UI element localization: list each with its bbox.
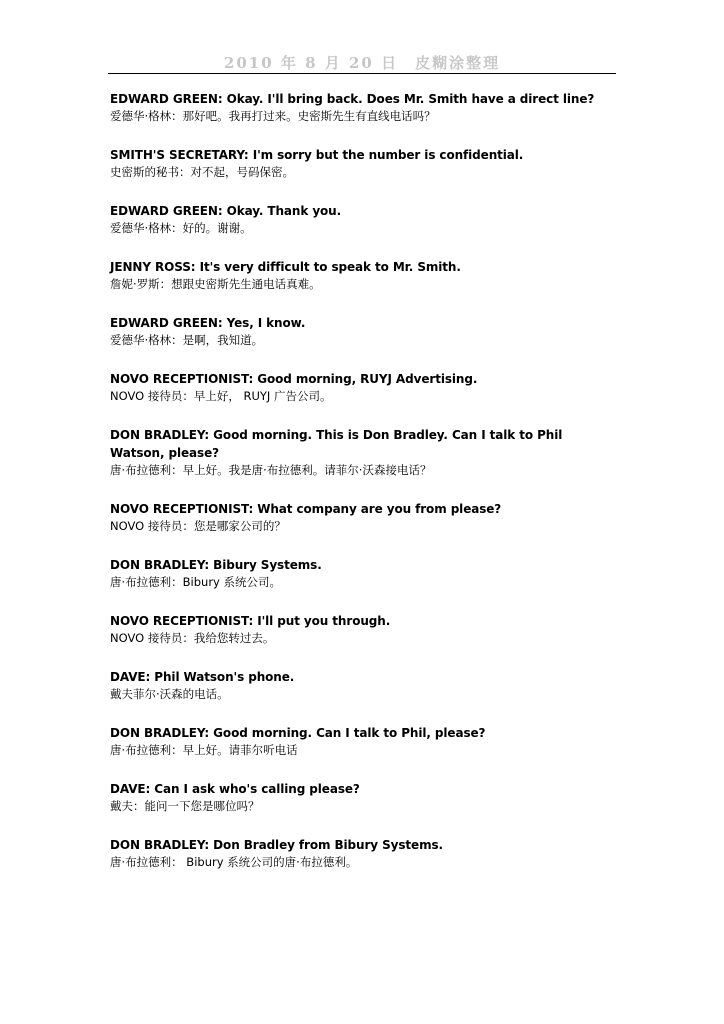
dialogue-entry xyxy=(110,426,620,479)
english-line: JENNY ROSS: It's very difficult to speak to Mr. Smith. xyxy=(110,260,461,274)
chinese-line: 唐·布拉德利： Bibury 系统公司的唐·布拉德利。 xyxy=(110,855,358,869)
dialogue-entry xyxy=(110,612,620,647)
english-line: DON BRADLEY: Don Bradley from Bibury Systems. xyxy=(110,838,443,852)
chinese-line: 爱德华·格林：那好吧。我再打过来。史密斯先生有直线电话吗？ xyxy=(110,109,436,123)
chinese-line: NOVO 接待员：我给您转过去。 xyxy=(110,631,275,645)
english-line: DON BRADLEY: Good morning. This is Don Bradley. Can I talk to Phil Watson, please? xyxy=(110,428,563,460)
english-line: EDWARD GREEN: Yes, I know. xyxy=(110,316,306,330)
dialogue-entry xyxy=(110,146,620,181)
chinese-line: 唐·布拉德利：Bibury 系统公司。 xyxy=(110,575,282,589)
english-line: EDWARD GREEN: Okay. I'll bring back. Does Mr. Smith have a direct line? xyxy=(110,92,595,106)
english-line: NOVO RECEPTIONIST: What company are you from please? xyxy=(110,502,502,516)
english-line: NOVO RECEPTIONIST: I'll put you through. xyxy=(110,614,391,628)
english-line: NOVO RECEPTIONIST: Good morning, RUYJ Advertising. xyxy=(110,372,478,386)
chinese-line: 爱德华·格林：是啊，我知道。 xyxy=(110,333,264,347)
dialogue-entry xyxy=(110,500,620,535)
chinese-line: 戴夫：能问一下您是哪位吗？ xyxy=(110,799,260,813)
dialogue-entry xyxy=(110,556,620,591)
dialogue-entry xyxy=(110,258,620,293)
chinese-line: 唐·布拉德利：早上好。请菲尔听电话 xyxy=(110,743,298,757)
english-line: DAVE: Phil Watson's phone. xyxy=(110,670,295,684)
header-rule xyxy=(108,73,616,74)
dialogue-entry xyxy=(110,780,620,815)
english-line: DON BRADLEY: Good morning. Can I talk to Phil, please? xyxy=(110,726,486,740)
english-line: DAVE: Can I ask who's calling please? xyxy=(110,782,360,796)
dialogue-entry xyxy=(110,202,620,237)
dialogue-entry xyxy=(110,668,620,703)
chinese-line: 詹妮·罗斯：想跟史密斯先生通电话真难。 xyxy=(110,277,321,291)
english-line: EDWARD GREEN: Okay. Thank you. xyxy=(110,204,342,218)
chinese-line: 唐·布拉德利：早上好。我是唐·布拉德利。请菲尔·沃森接电话？ xyxy=(110,463,432,477)
dialogue-entry xyxy=(110,836,620,871)
english-line: SMITH'S SECRETARY: I'm sorry but the number is confidential. xyxy=(110,148,524,162)
chinese-line: 戴夫菲尔·沃森的电话。 xyxy=(110,687,229,701)
dialogue-entry xyxy=(110,370,620,405)
chinese-line: NOVO 接待员：您是哪家公司的？ xyxy=(110,519,286,533)
dialogue-entry xyxy=(110,314,620,349)
english-line: DON BRADLEY: Bibury Systems. xyxy=(110,558,322,572)
chinese-line: NOVO 接待员：早上好， RUYJ 广告公司。 xyxy=(110,389,332,403)
chinese-line: 史密斯的秘书：对不起，号码保密。 xyxy=(110,165,294,179)
dialogue-entry xyxy=(110,724,620,759)
dialogue-content xyxy=(110,90,620,892)
page-header: 2010 年 8 月 20 日 皮糊涂整理 xyxy=(223,54,501,72)
dialogue-entry xyxy=(110,90,620,125)
chinese-line: 爱德华·格林：好的。谢谢。 xyxy=(110,221,252,235)
